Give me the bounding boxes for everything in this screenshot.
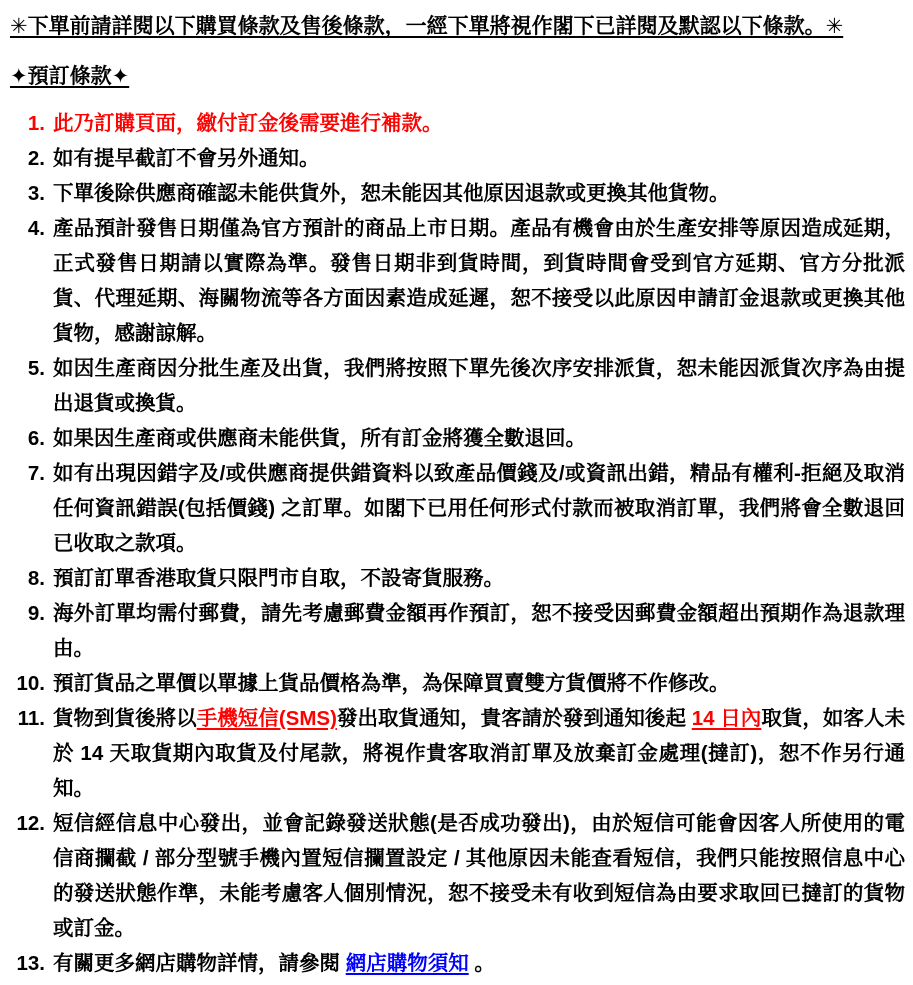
term-text-segment: 此乃訂購頁面，繳付訂金後需要進行補款。 xyxy=(53,112,443,135)
term-text xyxy=(53,211,905,351)
term-item-13 xyxy=(8,946,905,981)
term-text-segment: 如有提早截訂不會另外通知。 xyxy=(53,147,320,170)
term-text xyxy=(53,176,905,211)
shop-guide-link[interactable]: 網店購物須知 xyxy=(345,952,469,975)
pre-order-notice-banner: ✳︎下單前請詳閱以下購買條款及售後條款，一經下單將視作閣下已詳閱及默認以下條款。✳︎ xyxy=(10,15,844,38)
term-item-8 xyxy=(8,561,905,596)
term-item-6 xyxy=(8,421,905,456)
term-text xyxy=(53,666,905,701)
term-text-segment: 發出取貨通知，貴客請於發到通知後起 xyxy=(336,707,692,730)
term-text-segment: 如果因生產商或供應商未能供貨，所有訂金將獲全數退回。 xyxy=(53,427,586,450)
terms-list xyxy=(8,106,905,981)
term-text xyxy=(53,701,905,806)
term-number: 1. xyxy=(27,112,45,135)
term-number: 13. xyxy=(16,952,45,975)
term-item-2 xyxy=(8,141,905,176)
term-number: 9. xyxy=(27,602,45,625)
term-item-10 xyxy=(8,666,905,701)
term-text xyxy=(53,806,905,946)
term-text xyxy=(53,596,905,666)
term-item-3 xyxy=(8,176,905,211)
term-number: 7. xyxy=(27,462,45,485)
term-text xyxy=(53,946,905,981)
term-text xyxy=(53,421,905,456)
term-text xyxy=(53,456,905,561)
term-item-7 xyxy=(8,456,905,561)
term-item-9 xyxy=(8,596,905,666)
term-text-segment: 。 xyxy=(468,952,495,975)
term-text xyxy=(53,141,905,176)
term-text-segment: 如有出現因錯字及/或供應商提供錯資料以致產品價錢及/或資訊出錯，精品有權利-拒絕及取消任何資訊錯誤(包括價錢) 之訂單。如閣下已用任何形式付款而被取消訂單，我們將會全數退回已收取之款項。 xyxy=(53,462,905,555)
term-text-segment: 短信經信息中心發出，並會記錄發送狀態(是否成功發出)，由於短信可能會因客人所使用的電信商攔截 / 部分型號手機內置短信攔置設定 / 其他原因未能查看短信，我們只能按照信息中心的發送狀態作準，未能考慮客人個別情況，恕不接受未有收到短信為由要求取回已撻訂的貨物或訂金。 xyxy=(53,812,905,940)
term-text-segment: 如因生產商因分批生產及出貨，我們將按照下單先後次序安排派貨，恕未能因派貨次序為由提出退貨或換貨。 xyxy=(53,357,905,415)
term-text-segment: 海外訂單均需付郵費，請先考慮郵費金額再作預訂，恕不接受因郵費金額超出預期作為退款理由。 xyxy=(53,602,905,660)
term-text-segment: 預訂貨品之單價以單據上貨品價格為準，為保障買賣雙方貨價將不作修改。 xyxy=(53,672,730,695)
pickup-deadline-highlight: 14 日內 xyxy=(691,707,762,730)
term-number: 12. xyxy=(16,812,45,835)
term-number: 4. xyxy=(27,217,45,240)
term-text-segment: 產品預計發售日期僅為官方預計的商品上市日期。產品有機會由於生產安排等原因造成延期，正式發售日期請以實際為準。發售日期非到貨時間，到貨時間會受到官方延期、官方分批派貨、代理延期、海關物流等各方面因素造成延遲，恕不接受以此原因申請訂金退款或更換其他貨物，感謝諒解。 xyxy=(53,217,905,345)
term-item-4 xyxy=(8,211,905,351)
term-number: 11. xyxy=(17,707,45,730)
term-number: 10. xyxy=(16,672,45,695)
term-item-12 xyxy=(8,806,905,946)
term-number: 5. xyxy=(27,357,45,380)
term-number: 8. xyxy=(27,567,45,590)
term-item-11 xyxy=(8,701,905,806)
term-number: 3. xyxy=(27,182,45,205)
term-text-segment: 有關更多網店購物詳情，請參閱 xyxy=(53,952,346,975)
term-item-1 xyxy=(8,106,905,141)
term-text xyxy=(53,351,905,421)
term-text-segment: 取貨，如客人未於 14 天取貨期內取貨及付尾款，將視作貴客取消訂單及放棄訂金處理(撻訂)，恕不作另行通知。 xyxy=(53,707,905,800)
term-text-segment: 下單後除供應商確認未能供貨外，恕未能因其他原因退款或更換其他貨物。 xyxy=(53,182,730,205)
term-text xyxy=(53,561,905,596)
term-text-segment: 貨物到貨後將以 xyxy=(53,707,197,730)
sms-highlight: 手機短信(SMS) xyxy=(196,707,337,730)
section-title-pre-order-terms: ✦預訂條款✦ xyxy=(10,65,130,88)
term-number: 6. xyxy=(27,427,45,450)
term-text-segment: 預訂訂單香港取貨只限門市自取，不設寄貨服務。 xyxy=(53,567,504,590)
term-text xyxy=(53,106,905,141)
term-number: 2. xyxy=(27,147,45,170)
term-item-5 xyxy=(8,351,905,421)
